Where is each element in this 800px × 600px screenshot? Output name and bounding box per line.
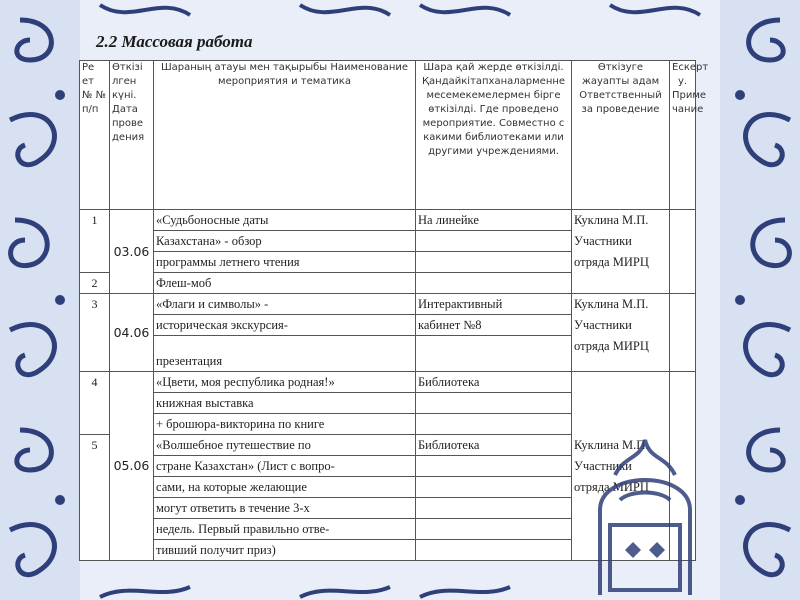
place-text [416,414,572,435]
note-cell [670,210,696,294]
event-text: книжная выставка [154,393,416,414]
place-text: На линейке [416,210,572,231]
event-text: недель. Первый правильно отве- [154,519,416,540]
responsible-text: Куклина М.П. Участники отряда МИРЦ [572,210,670,294]
row-number: 3 [80,294,110,372]
event-text: Казахстана» - обзор [154,231,416,252]
responsible-text: Куклина М.П. Участники отряда МИРЦ [572,294,670,372]
yurt-ornament-icon [585,430,705,600]
row-date: 05.06 [110,372,154,561]
row-number: 5 [80,435,110,561]
event-text: «Волшебное путешествие по [154,435,416,456]
event-text: стране Казахстан» (Лист с вопро- [154,456,416,477]
header-note: Ескерт у. Приме чание [670,61,696,210]
row-number: 1 [80,210,110,273]
header-number: Ре ет № № п/п [80,61,110,210]
place-text [416,393,572,414]
place-text [416,336,572,372]
event-text: программы летнего чтения [154,252,416,273]
place-text [416,519,572,540]
place-text: кабинет №8 [416,315,572,336]
place-text [416,456,572,477]
ornament-border-top [0,0,800,30]
row-number: 2 [80,273,110,294]
table-row [80,372,696,393]
event-text: «Цвети, моя республика родная!» [154,372,416,393]
place-text: Библиотека [416,435,572,456]
table-header-row [80,61,696,210]
row-date: 04.06 [110,294,154,372]
place-text: Библиотека [416,372,572,393]
responsible-text: Куклина М.П. Участники отряда МИРЦ [572,372,670,561]
header-event: Шараның атауы мен тақырыбы Наименование мероприятия и тематика [154,61,416,210]
place-text [416,498,572,519]
event-text: историческая экскурсия- [154,315,416,336]
page-title: 2.2 Массовая работа [96,32,253,51]
row-number: 4 [80,372,110,435]
place-text [416,273,572,294]
event-text: Флеш-моб [154,273,416,294]
table-row [80,294,696,315]
place-text [416,231,572,252]
header-place: Шара қай жерде өткізілді. Қандайкітапханаларменне месемекемелермен бірге өткізілді. Где проведено мероприятие. Совместно с какими библиотеками или другими учреждениями. [416,61,572,210]
table-row [80,210,696,231]
event-text: тивший получит приз) [154,540,416,561]
place-text [416,477,572,498]
event-text: + брошюра-викторина по книге [154,414,416,435]
place-text: Интерактивный [416,294,572,315]
event-text: «Флаги и символы» - [154,294,416,315]
ornament-border-left [0,0,80,600]
event-text: сами, на которые желающие [154,477,416,498]
event-text: «Судьбоносные даты [154,210,416,231]
note-cell [670,294,696,372]
header-date: Өткізі лген күні. Дата прове дения [110,61,154,210]
ornament-border-right [720,0,800,600]
row-date: 03.06 [110,210,154,294]
place-text [416,540,572,561]
event-text: презентация [154,336,416,372]
event-text: могут ответить в течение 3-х [154,498,416,519]
place-text [416,252,572,273]
header-responsible: Өткізуге жауапты адам Ответственный за проведение [572,61,670,210]
